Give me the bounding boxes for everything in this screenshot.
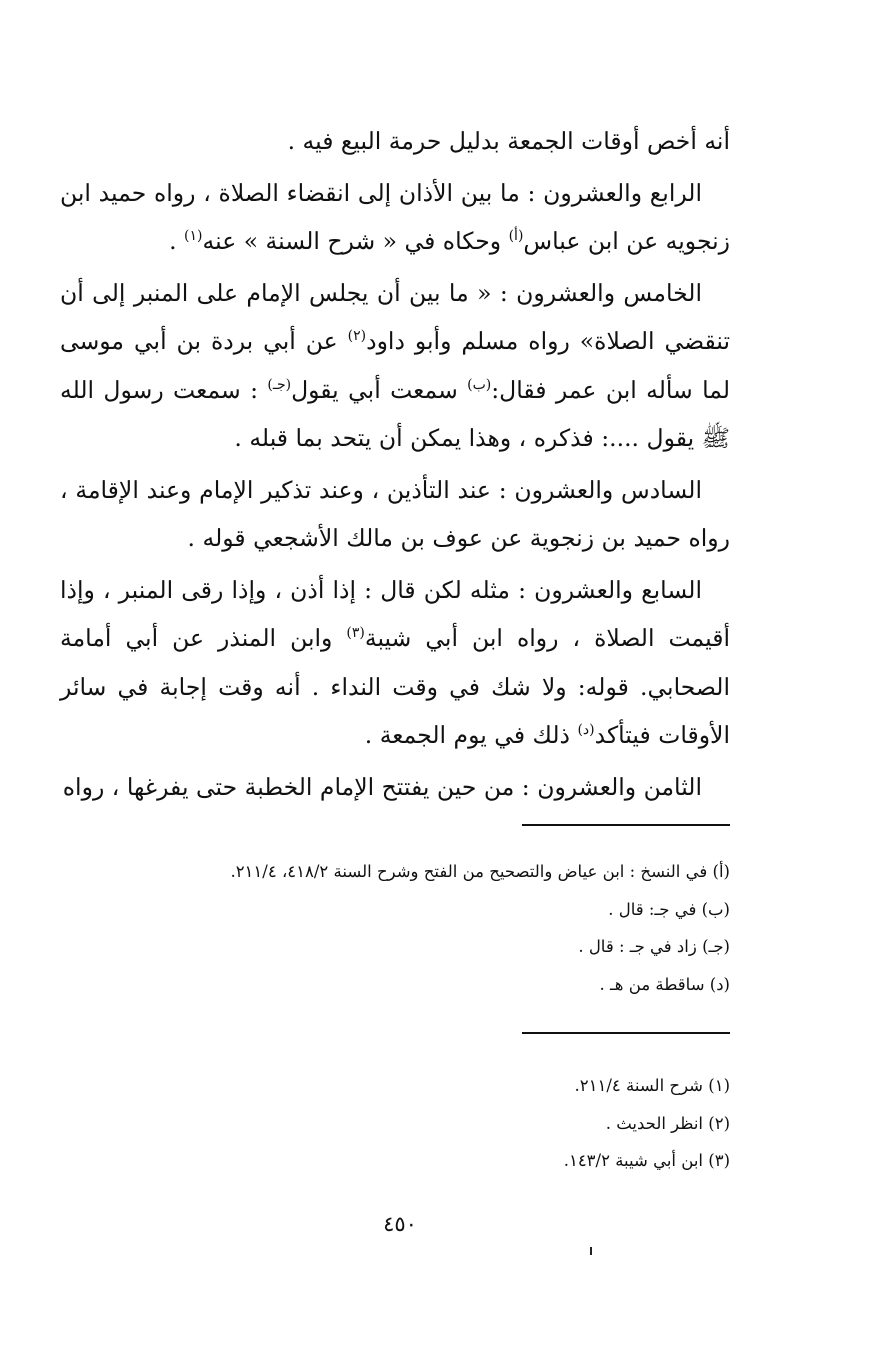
scan-mark <box>590 1247 592 1255</box>
variant-note: (جـ) زاد في جـ : قال . <box>578 937 730 956</box>
footnote-ref-dal: (د) <box>577 722 595 739</box>
variant-footnotes <box>90 853 730 1003</box>
paragraph-5-text-b: وابن المنذر عن أبي أمامة الصحابي. قوله: ولا شك في وقت النداء . أنه وقت إجابة في سائر الأوقات فيتأكد <box>60 624 730 749</box>
variant-note: (ب) في جـ: قال . <box>608 899 730 919</box>
paragraph-3-text-b: عن أبي بردة بن أبي موسى لما سأله ابن عمر فقال: <box>60 327 731 404</box>
paragraph-3-text-a: الخامس والعشرون : « ما بين أن يجلس الإمام على المنبر إلى أن تنقضي الصلاة» رواه مسلم وأبو داود <box>60 278 730 355</box>
variant-note: (أ) في النسخ : ابن عياض والتصحيح من الفتح وشرح السنة ٤١٨/٢، ٢١١/٤. <box>230 862 730 881</box>
paragraph-6 <box>60 763 730 812</box>
paragraph-5-text-c: ذلك في يوم الجمعة . <box>364 721 578 749</box>
paragraph-2-text-b: وحكاه في « شرح السنة » عنه <box>202 227 509 255</box>
paragraph-1 <box>60 117 730 166</box>
paragraph-3 <box>60 269 730 463</box>
main-text <box>60 117 730 811</box>
paragraph-3-text-d: : سمعت رسول الله ﷺ يقول ....: فذكره ، وهذا يمكن أن يتحد بما قبله . <box>60 375 730 452</box>
paragraph-1-text: أنه أخص أوقات الجمعة بدليل حرمة البيع فيه . <box>287 127 730 155</box>
footnote-ref-ba: (ب) <box>467 376 492 393</box>
paragraph-5-text-a: السابع والعشرون : مثله لكن قال : إذا أذن ، وإذا رقى المنبر ، وإذا أقيمت الصلاة ، رواه ابن أبي شيبة <box>60 575 730 652</box>
footnote-ref-alef: (أ) <box>508 228 524 245</box>
paragraph-4-text: السادس والعشرون : عند التأذين ، وعند تذكير الإمام وعند الإقامة ، رواه حميد بن زنجوية عن عوف بن مالك الأشجعي قوله . <box>60 475 730 552</box>
footnote-ref-1: (١) <box>184 228 203 245</box>
paragraph-2-text-c: . <box>169 227 185 255</box>
source-note: (٢) انظر الحديث . <box>605 1113 730 1133</box>
variant-note: (د) ساقطة من هـ . <box>599 974 730 994</box>
page-number: ٤٥٠ <box>383 1212 417 1236</box>
footnote-divider-variants <box>522 824 730 826</box>
footnote-ref-jim: (جـ) <box>267 376 292 393</box>
source-footnotes <box>90 1067 730 1180</box>
source-note: (١) شرح السنة ٢١١/٤. <box>574 1076 730 1095</box>
footnote-divider-sources <box>522 1032 730 1034</box>
paragraph-2-text-a: الرابع والعشرون : ما بين الأذان إلى انقضاء الصلاة ، رواه حميد ابن زنجويه عن ابن عباس <box>60 178 730 255</box>
footnote-ref-3: (٣) <box>346 625 365 642</box>
paragraph-3-text-c: سمعت أبي يقول <box>291 375 468 404</box>
paragraph-2 <box>60 169 730 266</box>
paragraph-5 <box>60 566 730 760</box>
footnote-ref-2: (٢) <box>347 328 367 345</box>
source-note: (٣) ابن أبي شيبة ١٤٣/٢. <box>563 1151 730 1170</box>
paragraph-6-text: الثامن والعشرون : من حين يفتتح الإمام الخطبة حتى يفرغها ، رواه <box>62 772 702 801</box>
paragraph-4 <box>60 466 730 563</box>
